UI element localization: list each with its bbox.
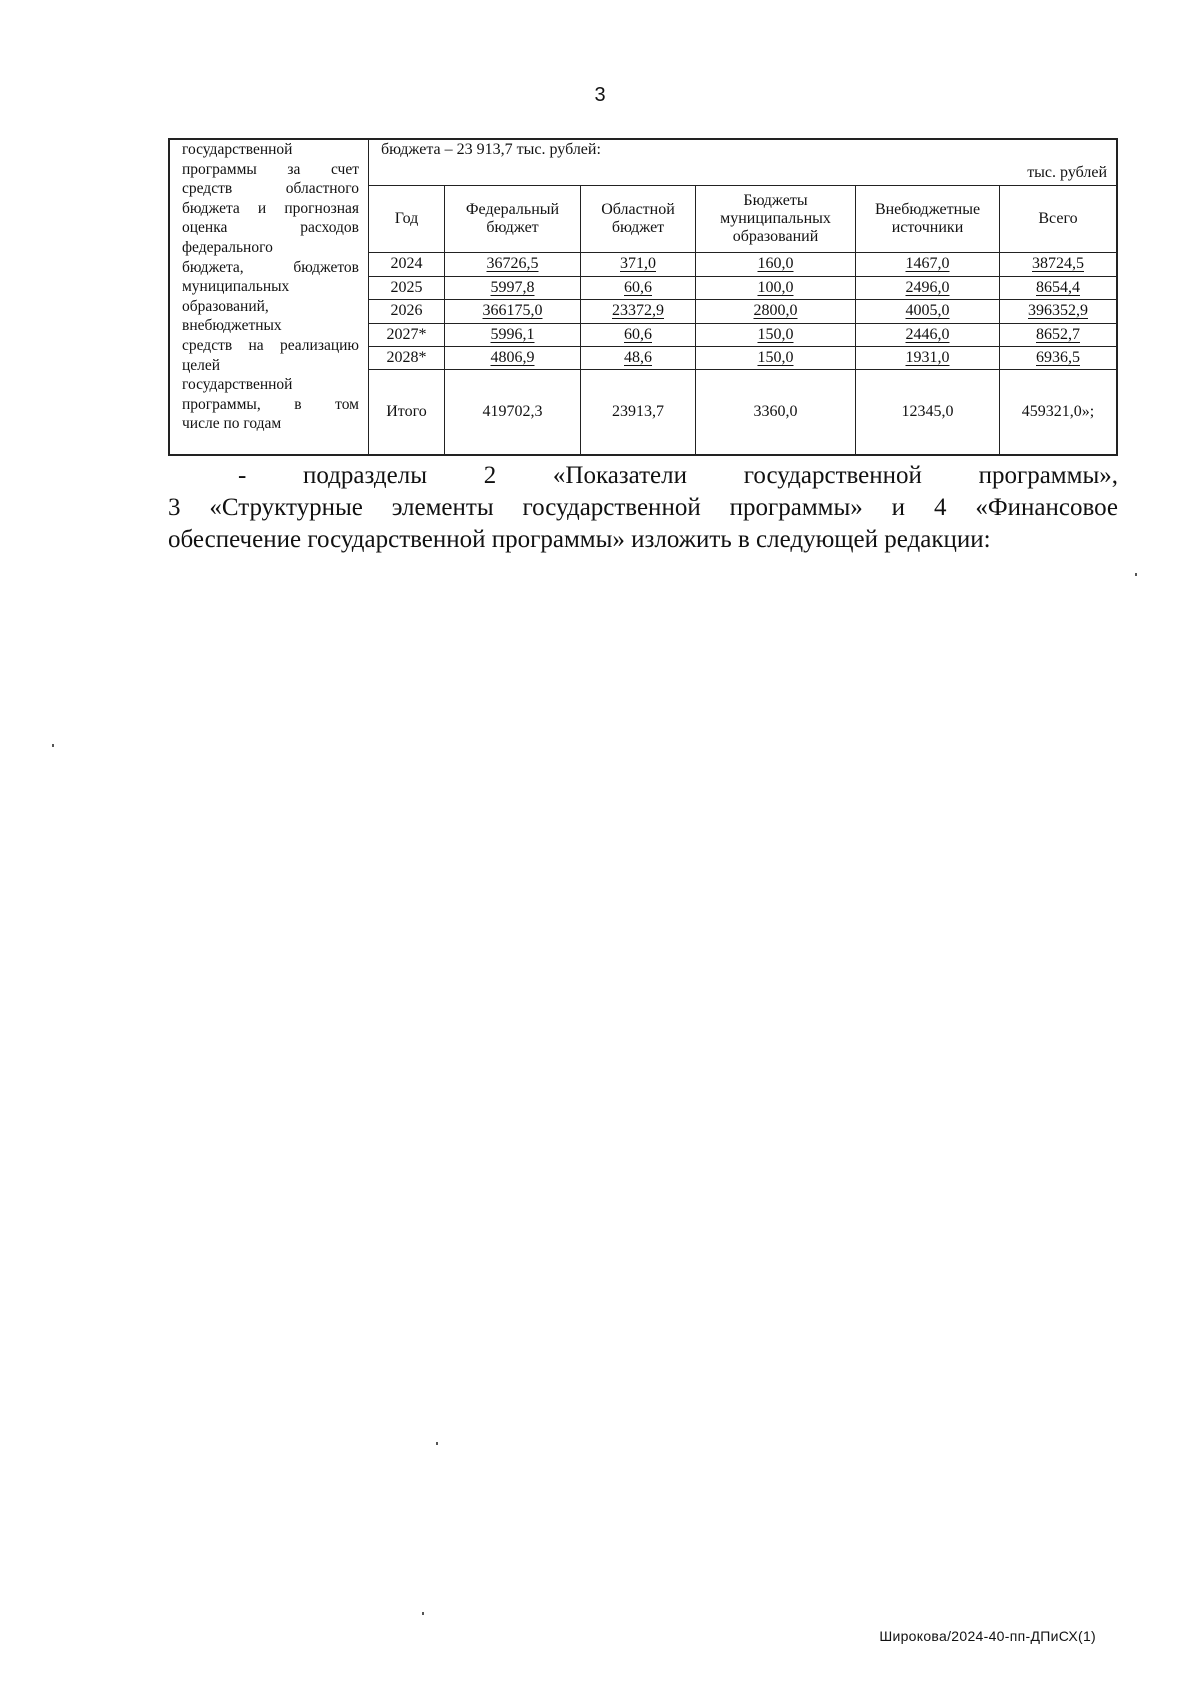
cell-extrabudgetary: 4005,0 [856, 300, 1000, 323]
cell-total-municipal: 3360,0 [696, 370, 856, 454]
header-federal-budget: Федеральный бюджет [445, 186, 581, 253]
scan-speck [422, 1612, 424, 1615]
scan-speck [436, 1442, 438, 1445]
cell-federal: 36726,5 [445, 253, 581, 276]
table-row [369, 253, 1117, 276]
cell-total-federal: 419702,3 [445, 370, 581, 454]
cell-extrabudgetary: 2446,0 [856, 323, 1000, 346]
cell-total-extrabudgetary: 12345,0 [856, 370, 1000, 454]
page-number: 3 [594, 84, 606, 106]
label-line: целей [182, 356, 221, 374]
label-line: федерального [182, 238, 273, 256]
label-line: бюджета и прогнозная [182, 199, 359, 217]
table-total-row [369, 370, 1117, 454]
header-municipal-budgets: Бюджеты муниципальных образований [696, 186, 856, 253]
paragraph-line: 3 «Структурные элементы государственной программы» и 4 «Финансовое [168, 494, 1118, 521]
cell-federal: 366175,0 [445, 300, 581, 323]
header-total: Всего [1000, 186, 1117, 253]
cell-regional: 60,6 [581, 276, 696, 299]
units-label: тыс. рублей [1027, 164, 1107, 181]
cell-regional: 23372,9 [581, 300, 696, 323]
document-footer-code: Широкова/2024-40-пп-ДПиСХ(1) [879, 1628, 1096, 1644]
label-line: программы, в том [182, 395, 359, 413]
table-row [369, 346, 1117, 369]
label-line: муниципальных [182, 278, 290, 296]
cell-year: 2028* [369, 346, 445, 369]
table-header-row [369, 186, 1117, 253]
passport-label-cell [170, 140, 369, 454]
cell-total: 396352,9 [1000, 300, 1117, 323]
passport-table-frame [168, 138, 1118, 456]
label-line: программы за счет [182, 160, 359, 178]
cell-federal: 5996,1 [445, 323, 581, 346]
header-regional-budget: Областной бюджет [581, 186, 696, 253]
table-row [369, 323, 1117, 346]
cell-total-label: Итого [369, 370, 445, 454]
label-line: средств областного [182, 180, 359, 198]
label-line: числе по годам [182, 415, 282, 433]
cell-total: 8652,7 [1000, 323, 1117, 346]
header-extrabudgetary: Внебюджетные источники [856, 186, 1000, 253]
label-line: бюджета, бюджетов [182, 258, 359, 276]
financing-table [368, 185, 1116, 454]
label-line: оценка расходов [182, 219, 359, 237]
cell-total-regional: 23913,7 [581, 370, 696, 454]
cell-federal: 5997,8 [445, 276, 581, 299]
cell-regional: 60,6 [581, 323, 696, 346]
paragraph-line: - подразделы 2 «Показатели государственной программы», [238, 462, 1118, 489]
cell-total: 38724,5 [1000, 253, 1117, 276]
label-line: государственной [182, 141, 293, 158]
cell-municipal: 150,0 [696, 346, 856, 369]
cell-year: 2024 [369, 253, 445, 276]
cell-municipal: 150,0 [696, 323, 856, 346]
cell-extrabudgetary: 2496,0 [856, 276, 1000, 299]
cell-extrabudgetary: 1467,0 [856, 253, 1000, 276]
amendment-paragraph [168, 460, 1118, 556]
cell-grand-total: 459321,0»; [1000, 370, 1117, 454]
cell-extrabudgetary: 1931,0 [856, 346, 1000, 369]
cell-total: 8654,4 [1000, 276, 1117, 299]
header-year: Год [369, 186, 445, 253]
paragraph-line: обеспечение государственной программы» изложить в следующей редакции: [168, 526, 991, 553]
table-row [369, 276, 1117, 299]
cell-year: 2027* [369, 323, 445, 346]
passport-value-cell [369, 140, 1116, 454]
scan-speck [52, 744, 54, 747]
table-row [369, 300, 1117, 323]
cell-municipal: 2800,0 [696, 300, 856, 323]
cell-year: 2025 [369, 276, 445, 299]
label-line: государственной [182, 376, 293, 394]
funding-intro-text: бюджета – 23 913,7 тыс. рублей: [381, 141, 601, 158]
scan-speck [1135, 573, 1137, 576]
cell-year: 2026 [369, 300, 445, 323]
cell-federal: 4806,9 [445, 346, 581, 369]
label-line: средств на реализацию [182, 336, 359, 354]
cell-regional: 371,0 [581, 253, 696, 276]
cell-municipal: 160,0 [696, 253, 856, 276]
cell-regional: 48,6 [581, 346, 696, 369]
cell-total: 6936,5 [1000, 346, 1117, 369]
cell-municipal: 100,0 [696, 276, 856, 299]
label-line: образований, [182, 297, 269, 315]
label-line: внебюджетных [182, 317, 282, 335]
